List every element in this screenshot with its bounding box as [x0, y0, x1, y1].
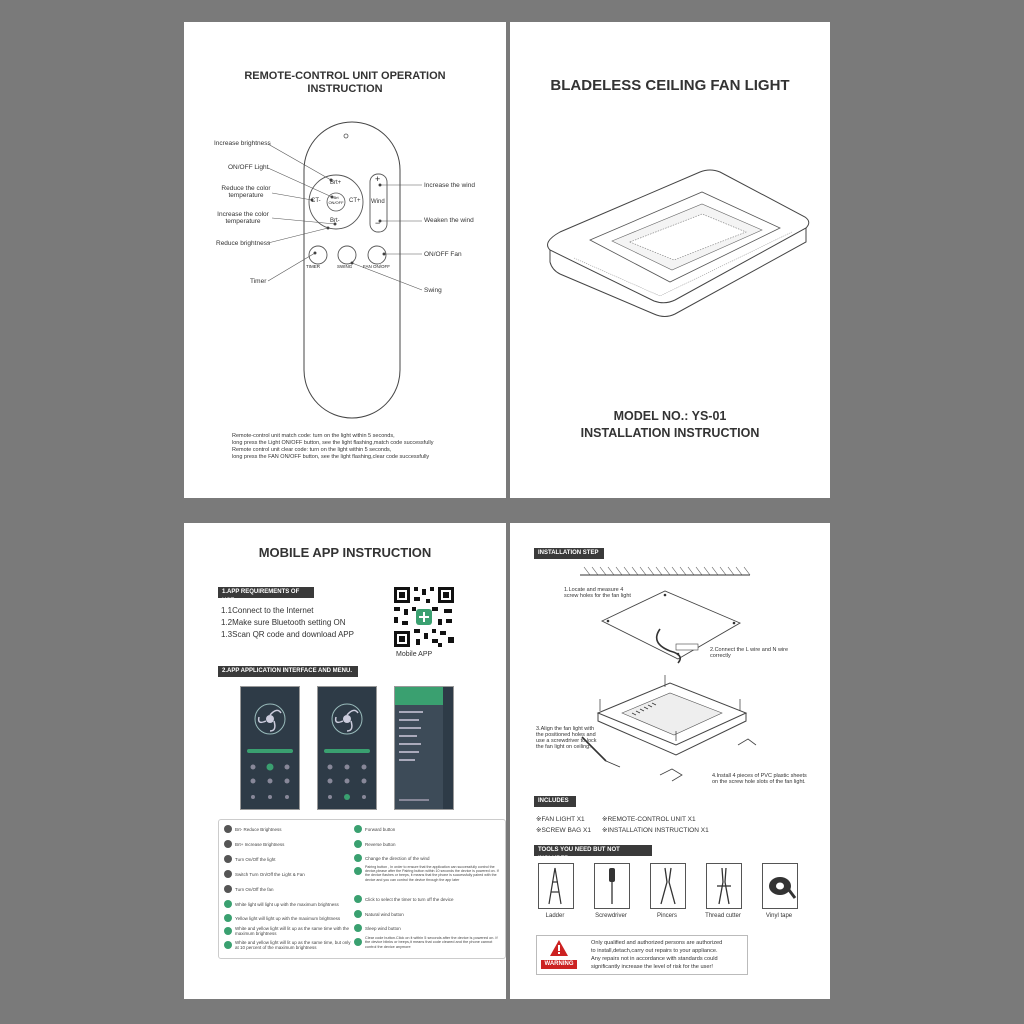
- warning-line: to install,detach,carry out repairs to your appliance.: [591, 948, 718, 954]
- tool-label: Ladder: [545, 913, 565, 919]
- legend-left-item: Turn On/Off the fan: [235, 887, 274, 892]
- match-code-notes: [232, 433, 502, 461]
- wind-direction-icon: [354, 854, 362, 862]
- legend-right-item: Forward button: [365, 827, 396, 832]
- center-label-1: Brt: [333, 195, 339, 200]
- reduce-ct-line1: Reduce the color: [221, 185, 271, 192]
- yellow-light-icon: [224, 914, 232, 922]
- remote-title-line1: REMOTE-CONTROL UNIT OPERATION: [244, 70, 446, 82]
- install-step-2: 2.Connect the L wire and N wire correctly: [710, 647, 789, 659]
- timer-button-label: TIMER: [306, 264, 320, 269]
- section-app-requirements: 1.APP REQUIREMENTS OF USE: [218, 587, 314, 598]
- callout-timer: Timer: [250, 278, 267, 285]
- callout-increase-brightness: Increase brightness: [214, 140, 271, 147]
- legend-right-item: Sleep wind button: [365, 926, 401, 931]
- requirement-item: 1.3Scan QR code and download APP: [221, 630, 354, 639]
- warning-text: [591, 939, 745, 971]
- legend-left-item: Brt- Reduce Brightness: [235, 827, 282, 832]
- vinyl-tape-icon: [762, 863, 798, 909]
- legend-left-item: White and yellow light will lit up as the same time with the maximum brightness: [235, 926, 350, 936]
- warning-triangle-icon: [549, 939, 569, 957]
- cover-page: [510, 22, 830, 498]
- callout-increase-color-temp: [214, 211, 272, 225]
- swing-button-label: SWING: [337, 264, 353, 269]
- wind-label: Wind: [371, 199, 385, 205]
- legend-left-item: Switch Turn On/Off the Light & Fan: [235, 872, 305, 877]
- switch-icon: [224, 870, 232, 878]
- tool-label: Pincers: [656, 913, 677, 919]
- callout-reduce-color-temp: [220, 185, 272, 199]
- section-app-interface: 2.APP APPLICATION INTERFACE AND MENU.: [218, 666, 358, 677]
- callout-reduce-brightness: Reduce brightness: [216, 240, 271, 247]
- install-step-1: 1.Locate and measure 4 screw holes for the fan light: [564, 587, 631, 599]
- legend-right-item: Change the direction of the wind: [365, 856, 430, 861]
- section-installation-step: INSTALLATION STEP: [534, 548, 604, 559]
- fan-button-label: FAN ON/OFF: [363, 264, 390, 269]
- tool-label: Thread cutter: [705, 913, 741, 919]
- install-step-3: 3.Align the fan light with the positioned holes and use a screwdriver to lock the fan light on ceiling.: [536, 726, 597, 750]
- callout-swing: Swing: [424, 287, 442, 294]
- warning-line: Any repairs not in accordance with standards could: [591, 956, 718, 962]
- legend-left-item: White light will light up with the maximum brightness: [235, 902, 339, 907]
- remote-instruction-page: [184, 22, 506, 498]
- timer-icon: [354, 895, 362, 903]
- brt-plus-icon: [224, 840, 232, 848]
- legend-left-item: Yellow light will light up with the maximum brightness: [235, 916, 341, 921]
- ladder-icon: [538, 863, 574, 909]
- requirements-list: [221, 605, 354, 641]
- note-line: long press the Light ON/OFF button, see the light flashing,match code successfully: [232, 440, 434, 446]
- wind-plus-label: +: [375, 174, 381, 184]
- app-legend-box: [218, 819, 506, 959]
- callout-weaken-wind: Weaken the wind: [424, 217, 474, 224]
- mixed-light-icon: [224, 927, 232, 935]
- dim-light-icon: [224, 941, 232, 949]
- ct-plus-label: CT+: [349, 198, 361, 204]
- tool-label: Screwdriver: [595, 913, 627, 919]
- section-includes: INCLUDES: [534, 796, 576, 807]
- thread-cutter-icon: [706, 863, 742, 909]
- brt-minus-icon: [224, 825, 232, 833]
- center-label-2: ON/OFF: [328, 200, 344, 205]
- increase-ct-line1: Increase the color: [217, 211, 269, 218]
- sleep-wind-icon: [354, 924, 362, 932]
- installation-page: [510, 523, 830, 999]
- section-tools: TOOLS YOU NEED BUT NOT INCLUDED: [534, 845, 652, 856]
- requirement-item: 1.1Connect to the Internet: [221, 606, 314, 615]
- callout-onoff-light: ON/OFF Light: [228, 164, 269, 171]
- qr-caption: Mobile APP: [396, 651, 433, 658]
- remote-title-line2: INSTRUCTION: [307, 83, 383, 95]
- installation-subtitle: INSTALLATION INSTRUCTION: [580, 426, 760, 440]
- tool-label: Vinyl tape: [765, 913, 793, 919]
- warning-label: WARNING: [541, 960, 577, 969]
- include-item: ※FAN LIGHT X1: [536, 816, 585, 823]
- fan-onoff-icon: [224, 885, 232, 893]
- note-line: Remote control unit clear code: turn on the light within 5 seconds,: [232, 447, 392, 453]
- requirement-item: 1.2Make sure Bluetooth setting ON: [221, 618, 346, 627]
- warning-box: [536, 935, 748, 975]
- install-step-4: 4.Install 4 pieces of PVC plastic sheets on the screw hole slots of the fan light.: [712, 773, 807, 785]
- callout-onoff-fan: ON/OFF Fan: [424, 251, 462, 258]
- app-title: MOBILE APP INSTRUCTION: [258, 545, 432, 560]
- natural-wind-icon: [354, 910, 362, 918]
- legend-right-item: Click to select the timer to turn off the device: [365, 897, 454, 902]
- product-title: BLADELESS CEILING FAN LIGHT: [550, 77, 790, 94]
- app-screen-light: [240, 686, 300, 810]
- legend-right-item: Reverse button: [365, 842, 396, 847]
- model-number: MODEL NO.: YS-01: [613, 409, 727, 423]
- white-light-icon: [224, 900, 232, 908]
- callout-increase-wind: Increase the wind: [424, 182, 475, 189]
- legend-left-item: White and yellow light will lit up as the same time, but only at 10 percent of the maximum brightness: [235, 940, 351, 950]
- brt-plus-label: Brt+: [330, 180, 342, 186]
- reduce-ct-line2: temperature: [228, 192, 264, 199]
- legend-left-item: Brt+ Increase Brightness: [235, 842, 285, 847]
- include-item: ※INSTALLATION INSTRUCTION X1: [602, 827, 709, 834]
- include-item: ※SCREW BAG X1: [536, 827, 591, 834]
- light-onoff-icon: [224, 855, 232, 863]
- warning-line: significantly increase the level of risk for the user!: [591, 964, 713, 970]
- app-instruction-page: [184, 523, 506, 999]
- app-screen-fan: [317, 686, 377, 810]
- fan-light-illustration: [530, 162, 820, 332]
- increase-ct-line2: temperature: [225, 218, 261, 225]
- center-button-label: [328, 195, 344, 205]
- warning-line: Only qualified and authorized persons are authorized: [591, 940, 723, 946]
- app-screen-menu: [394, 686, 454, 810]
- legend-left-item: Turn On/Off the light: [235, 857, 276, 862]
- forward-icon: [354, 825, 362, 833]
- clear-code-icon: [354, 938, 362, 946]
- screwdriver-icon: [594, 863, 630, 909]
- pairing-icon: [354, 867, 362, 875]
- note-line: Remote-control unit match code: turn on the light within 5 seconds,: [232, 433, 395, 439]
- legend-right-item: Natural wind button: [365, 912, 404, 917]
- ct-minus-label: CT-: [311, 198, 321, 204]
- reverse-icon: [354, 840, 362, 848]
- remote-diagram: [184, 22, 506, 498]
- note-line: long press the FAN ON/OFF button, see the light flashing,clear code successfully: [232, 454, 430, 460]
- pincers-icon: [650, 863, 686, 909]
- qr-code[interactable]: [392, 585, 456, 649]
- wind-minus-label: −: [375, 218, 381, 228]
- brt-minus-label: Brt-: [330, 218, 340, 224]
- legend-right-item: Clear code button.Click on it within 5 seconds after the device is powered on. If the device blinks or beeps,it means that code cleared and the phone cannot control the device anymore: [365, 936, 498, 949]
- legend-right-item: Pairing button , In order to ensure that the application can successfully control the device,please after the Pairing button within 10 seconds the device is powered on. If the device flashes or beeps, it means that the phone is successfully paired with the device and you can control the device through the app later: [365, 865, 499, 882]
- include-item: ※REMOTE-CONTROL UNIT X1: [602, 816, 696, 823]
